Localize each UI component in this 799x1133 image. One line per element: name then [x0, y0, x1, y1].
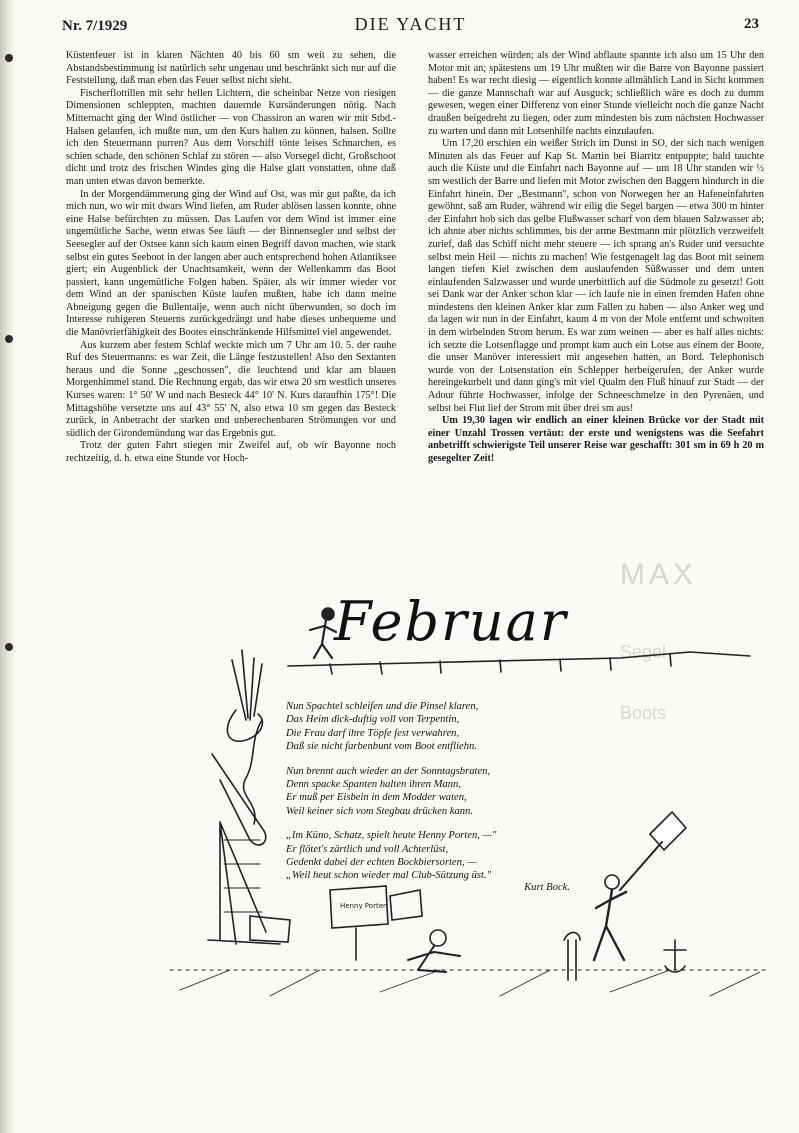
poem — [286, 700, 616, 894]
poem-stanza — [286, 700, 616, 754]
poem-line: Gedenkt dabei der echten Bockbiersorten, — — [286, 857, 477, 869]
poem-line: Nun brennt auch wieder an der Sonntagsbraten, — [286, 765, 491, 777]
sledgehammer — [650, 812, 686, 850]
paragraph: Aus kurzem aber festem Schlaf weckte mich um 7 Uhr am 10. 5. der rauhe Ruf des Steuermanns: es war Zeit, die Länge festzustellen! Also den Sextanten heraus und die Sonne „geschossen", die leuchtend und klar am blauen Morgenhimmel stand. Die Rechnung ergab, das wir etwa 20 sm westlich unseres Kurses waren: 1° 50' W und nach Besteck 44° 10' N. Kurs daraufhin 175°! Die Mittagshöhe versetzte uns auf 43° 55' N, also etwa 10 sm gegen das Besteck zurück, in Anbetracht der starken und unberechenbaren Strömungen vor und südlich der Girondemündung war das Ergebnis gut. — [66, 339, 396, 439]
poem-line: „Weil heut schon wieder mal Club-Sützung üst." — [286, 870, 492, 882]
poem-line: Weil keiner sich vom Stegbau drücken kann. — [286, 805, 474, 817]
poem-line: Das Heim dick-duftig voll von Terpentin, — [286, 714, 460, 726]
punch-hole — [5, 335, 13, 343]
punch-hole — [5, 643, 13, 651]
poem-line: Er muß per Eisbein in dem Modder waten, — [286, 792, 467, 804]
sign-label: Henny Porten — [340, 902, 388, 910]
issue-number: Nr. 7/1929 — [62, 18, 128, 34]
paragraph: wasser erreichen würden; als der Wind abflaute spannte ich also um 15 Uhr den Motor mit an; spätestens um 19 Uhr mußten wir die Barre von Bayonne passiert haben! Es war recht diesig — eigentlich konnte allmählich Land in Sicht kommen — die ganze Mannschaft war auf Ausguck; schließlich wäre es doch zu dumm gewesen, wegen einer Differenz von einer Stunde vielleicht noch die ganze Nacht draußen beigedreht zu liegen, oder zum mindesten bis zum nächsten Hochwasser zu warten und dann mit Lotsenhilfe nachts einzulaufen. — [428, 50, 764, 137]
binding-shadow — [0, 0, 16, 1133]
anchor-icon — [664, 940, 686, 972]
poem-author: Kurt Bock. — [524, 881, 570, 893]
poem-stanza — [286, 829, 616, 883]
poem-line: Er flötet's zärtlich und voll Achterlüst, — [286, 843, 449, 855]
paragraph: Um 17,20 erschien ein weißer Strich im Dunst in SO, der sich nach wenigen Minuten als das Feuer auf Kap St. Martin bei Biarritz entpuppte; bald tauchte auch die Küste und die Einfahrt nach Bayonne auf — um 18 Uhr standen wir ½ sm westlich der Barre und liefen mit Motor zwischen den Baggern hindurch in die Einfahrt hinein. Der „Bestmann", schon von Norwegen her an Hafeneinfahrten gewöhnt, saß am Ruder, während wir eilig die Segel bargen — etwa 300 m hinter der Einfahrt hob sich das gelbe Flußwasser scharf von dem blauen Salzwasser ab; ich ahnte aber nichts schlimmes, bis der arme Bestmann mir plötzlich verzweifelt zurief, daß das Schiff nicht mehr steuere — ich sprang an's Ruder und versuchte selbst mein Heil — nichts zu machen! Wie festgenagelt lag das Boot mit seinem langen tiefen Kiel zwischen dem auslaufenden Süßwasser und dem unten einlaufenden Salzwasser und wurde unerbittlich auf die Südmole zu gesetzt! Gott sei Dank war der Anker schon klar — ich laufe nie in einen fremden Hafen ohne mindestens den kleinen Anker klar zum Fallen zu haben — also Anker weg und da lagen wir nun in der Einfahrt, kaum 4 m von der Mole entfernt und schwoiten in dem wirbelnden Strom herum. Es war zum weinen — aber es half alles nichts: ich setzte die Lotsenflagge und prompt kam auch ein Lotse aus einem der Boote, die unser Manöver interessiert mit angesehen hatten, an Bord. Telephonisch wurde von der Lotsenstation ein Schlepper herbeigerufen, der Anker wurde hereingekurbelt und dann ging's mit viel Qualm den Fluß hinauf zur Stadt — der Adour führte Hochwasser, infolge der Schneeschmelze in den Pyrenäen, und selbst bei Flut lief der Strom mit über drei sm aus! — [428, 138, 764, 414]
page-number: 23 — [744, 16, 759, 32]
paragraph: Trotz der guten Fahrt stiegen mir Zweifel auf, ob wir Bayonne noch rechtzeitig, d. h. etwa eine Stunde vor Hoch- — [66, 440, 396, 464]
poem-line: Daß sie nicht farbenbunt vom Boot entfliehn. — [286, 741, 477, 753]
running-header — [62, 12, 759, 38]
paragraph: Küstenfeuer ist in klaren Nächten 40 bis 60 sm weit zu sehen, die Abstandsbestimmung ist natürlich sehr ungenau und beschränkt sich nur auf die Feststellung, daß man eben das Feuer selbst nicht sieht. — [66, 50, 396, 87]
title-underline — [288, 652, 750, 666]
paragraph: Um 19,30 lagen wir endlich an einer kleinen Brücke vor der Stadt mit einer Unzahl Trossen vertäut: der erste und wenigstens was die Seefahrt anbetrifft schwierigste Teil unserer Reise war geschafft: 301 sm in 69 h 20 m gesegelter Zeit! — [428, 415, 764, 464]
journal-title: DIE YACHT — [354, 14, 467, 34]
right-column — [428, 50, 764, 466]
faded-advertisement: MAX Segel Boots — [620, 558, 698, 723]
paint-pot — [250, 916, 290, 942]
sailor-figure — [322, 608, 334, 620]
paragraph: In der Morgendämmerung ging der Wind auf Ost, was mir gut paßte, da ich mich nun, wo wir mit dwars Wind liefen, am Ruder ablösen lassen konnte, ohne eine Halse befürchten zu müssen. Das Laufen vor dem Wind ist immer eine ungemütliche Sache, wenn etwas See läuft — der Binnensegler und selbst der Seesegler auf der Ostsee kann sich kaum einen Begriff davon machen, wie stark selbst ein gutes Seeboot in der langen aber auch entsprechend hohen Atlantiksee giert; ein Augenblick der Unachtsamkeit, wenn der Wellenkamm das Boot passiert, kann ungemütliche Folgen haben. Später, als wir immer wieder vor dem Wind an der spanischen Küste laufen mußten, habe ich dann meine Abneigung gegen die Bullentalje, wenn auch nicht überwunden, so doch im Interesse ruhigeren Steuerns zurückgedrängt und habe dieses unbequeme und die Manövrierfähigkeit des Bootes einschränkende Hilfsmittel viel angewendet. — [66, 188, 396, 339]
poem-line: Nun Spachtel schleifen und die Pinsel klaren, — [286, 701, 479, 712]
paragraph: Fischerflottillen mit sehr hellen Lichtern, die scheinbar Netze von riesigen Dimensionen schleppten, machten dauernde Kursänderungen nötig. Nach Mitternacht ging der Wind östlicher — von Chassiron an waren wir mit Stbd.-Halsen gelaufen, ich mußte nun, um den Kurs halten zu können, halsen. Sollte ich den Steuermann purren? Aus dem Vorschiff tönte leises Schnarchen, es schien schade, den schönen Schlaf zu stören — also Vorsegel dicht, Großschoot dicht und trotz des frischen Windes ging die Halse glatt vonstatten, ohne daß man unten etwas davon bemerkte. — [66, 87, 396, 187]
kneeling-worker — [430, 930, 446, 946]
poem-line: „Im Küno, Schatz, spielt heute Henny Porten, —" — [286, 830, 497, 842]
poem-line: Die Frau darf ihre Töpfe fest verwahren, — [286, 727, 460, 739]
mooring-post — [564, 932, 580, 980]
punch-hole — [5, 54, 13, 62]
poem-stanza — [286, 765, 616, 819]
illustration-title: Februar — [334, 590, 568, 653]
left-column — [66, 50, 396, 466]
poem-line: Denn spacke Spanten halten ihren Mann, — [286, 779, 461, 791]
